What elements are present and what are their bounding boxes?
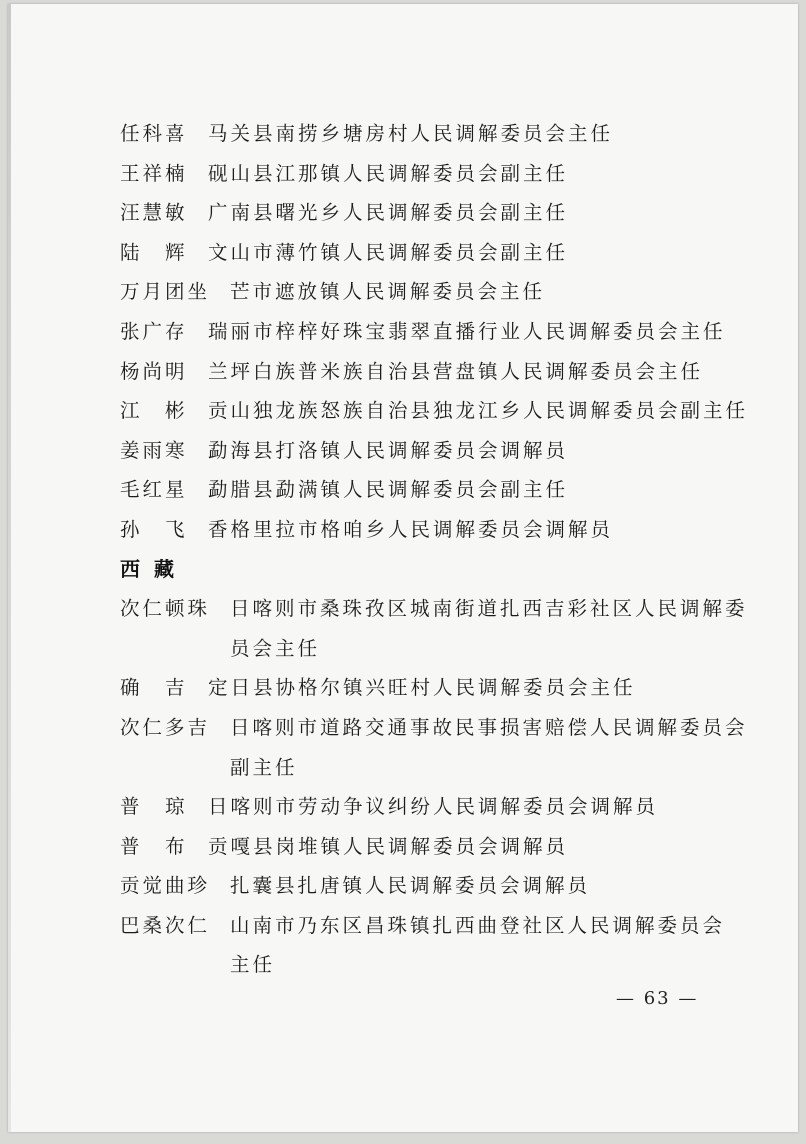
list-item bbox=[120, 233, 760, 273]
title-line: 日喀则市桑珠孜区城南街道扎西吉彩社区人民调解委 bbox=[230, 597, 748, 621]
list-item bbox=[120, 668, 760, 708]
person-name: 次仁顿珠 bbox=[120, 597, 211, 621]
person-title: 广南县曙光乡人民调解委员会副主任 bbox=[208, 201, 569, 225]
title-line: 日喀则市道路交通事故民事损害赔偿人民调解委员会 bbox=[230, 715, 748, 739]
title-line: 山南市乃东区昌珠镇扎西曲登社区人民调解委员会 bbox=[230, 913, 726, 937]
person-title: 兰坪白族普米族自治县营盘镇人民调解委员会主任 bbox=[208, 359, 704, 383]
list-item bbox=[120, 906, 760, 985]
list-item bbox=[120, 866, 760, 906]
person-title: 砚山县江那镇人民调解委员会副主任 bbox=[208, 161, 569, 185]
title-line-continued: 员会主任 bbox=[230, 636, 321, 660]
person-title: 文山市薄竹镇人民调解委员会副主任 bbox=[208, 240, 569, 264]
list-item bbox=[120, 114, 760, 154]
list-item bbox=[120, 708, 760, 787]
list-item bbox=[120, 312, 760, 352]
person-name: 确 吉 bbox=[120, 676, 188, 700]
person-name: 江 彬 bbox=[120, 399, 188, 423]
person-title: 定日县协格尔镇兴旺村人民调解委员会主任 bbox=[208, 676, 636, 700]
person-title: 日喀则市劳动争议纠纷人民调解委员会调解员 bbox=[208, 795, 659, 819]
person-title: 马关县南捞乡塘房村人民调解委员会主任 bbox=[208, 122, 614, 145]
person-name: 普 琼 bbox=[120, 795, 188, 819]
person-name: 贡觉曲珍 bbox=[120, 874, 211, 898]
person-title bbox=[230, 589, 760, 668]
person-name: 孙 飞 bbox=[120, 517, 188, 541]
person-name: 姜雨寒 bbox=[120, 438, 188, 462]
list-item bbox=[120, 431, 760, 471]
title-line-continued: 主任 bbox=[230, 953, 276, 977]
person-title bbox=[230, 708, 760, 787]
page-edge bbox=[8, 4, 11, 1132]
list-item bbox=[120, 391, 760, 431]
page-number: — 63 — bbox=[616, 988, 699, 1009]
person-name: 张广存 bbox=[120, 319, 188, 343]
person-name: 陆 辉 bbox=[120, 240, 188, 264]
person-title: 扎囊县扎唐镇人民调解委员会调解员 bbox=[230, 874, 591, 898]
person-name: 汪慧敏 bbox=[120, 201, 188, 225]
person-name: 任科喜 bbox=[120, 122, 188, 145]
list-item bbox=[120, 827, 760, 867]
person-title: 瑞丽市梓梓好珠宝翡翠直播行业人民调解委员会主任 bbox=[208, 319, 726, 343]
person-name: 毛红星 bbox=[120, 478, 188, 502]
person-title: 贡山独龙族怒族自治县独龙江乡人民调解委员会副主任 bbox=[208, 399, 749, 423]
person-title: 芒市遮放镇人民调解委员会主任 bbox=[230, 280, 546, 304]
person-title: 贡嘎县岗堆镇人民调解委员会调解员 bbox=[208, 834, 569, 858]
list-item bbox=[120, 352, 760, 392]
person-name: 巴桑次仁 bbox=[120, 913, 211, 937]
list-item bbox=[120, 510, 760, 550]
person-title: 勐腊县勐满镇人民调解委员会副主任 bbox=[208, 478, 569, 502]
title-line-continued: 副主任 bbox=[230, 755, 298, 779]
list-item bbox=[120, 272, 760, 312]
document-page bbox=[8, 4, 798, 1132]
person-name: 次仁多吉 bbox=[120, 715, 211, 739]
person-name: 普 布 bbox=[120, 834, 188, 858]
list-item bbox=[120, 470, 760, 510]
person-name: 万月团坐 bbox=[120, 280, 211, 304]
person-name: 杨尚明 bbox=[120, 359, 188, 383]
list-item bbox=[120, 589, 760, 668]
person-name: 王祥楠 bbox=[120, 161, 188, 185]
entry-list bbox=[120, 114, 760, 985]
list-item bbox=[120, 154, 760, 194]
section-heading: 西藏 bbox=[120, 556, 188, 581]
person-title: 勐海县打洛镇人民调解委员会调解员 bbox=[208, 438, 569, 462]
list-item bbox=[120, 193, 760, 233]
list-item bbox=[120, 787, 760, 827]
person-title bbox=[230, 906, 760, 985]
person-title: 香格里拉市格咱乡人民调解委员会调解员 bbox=[208, 517, 614, 541]
